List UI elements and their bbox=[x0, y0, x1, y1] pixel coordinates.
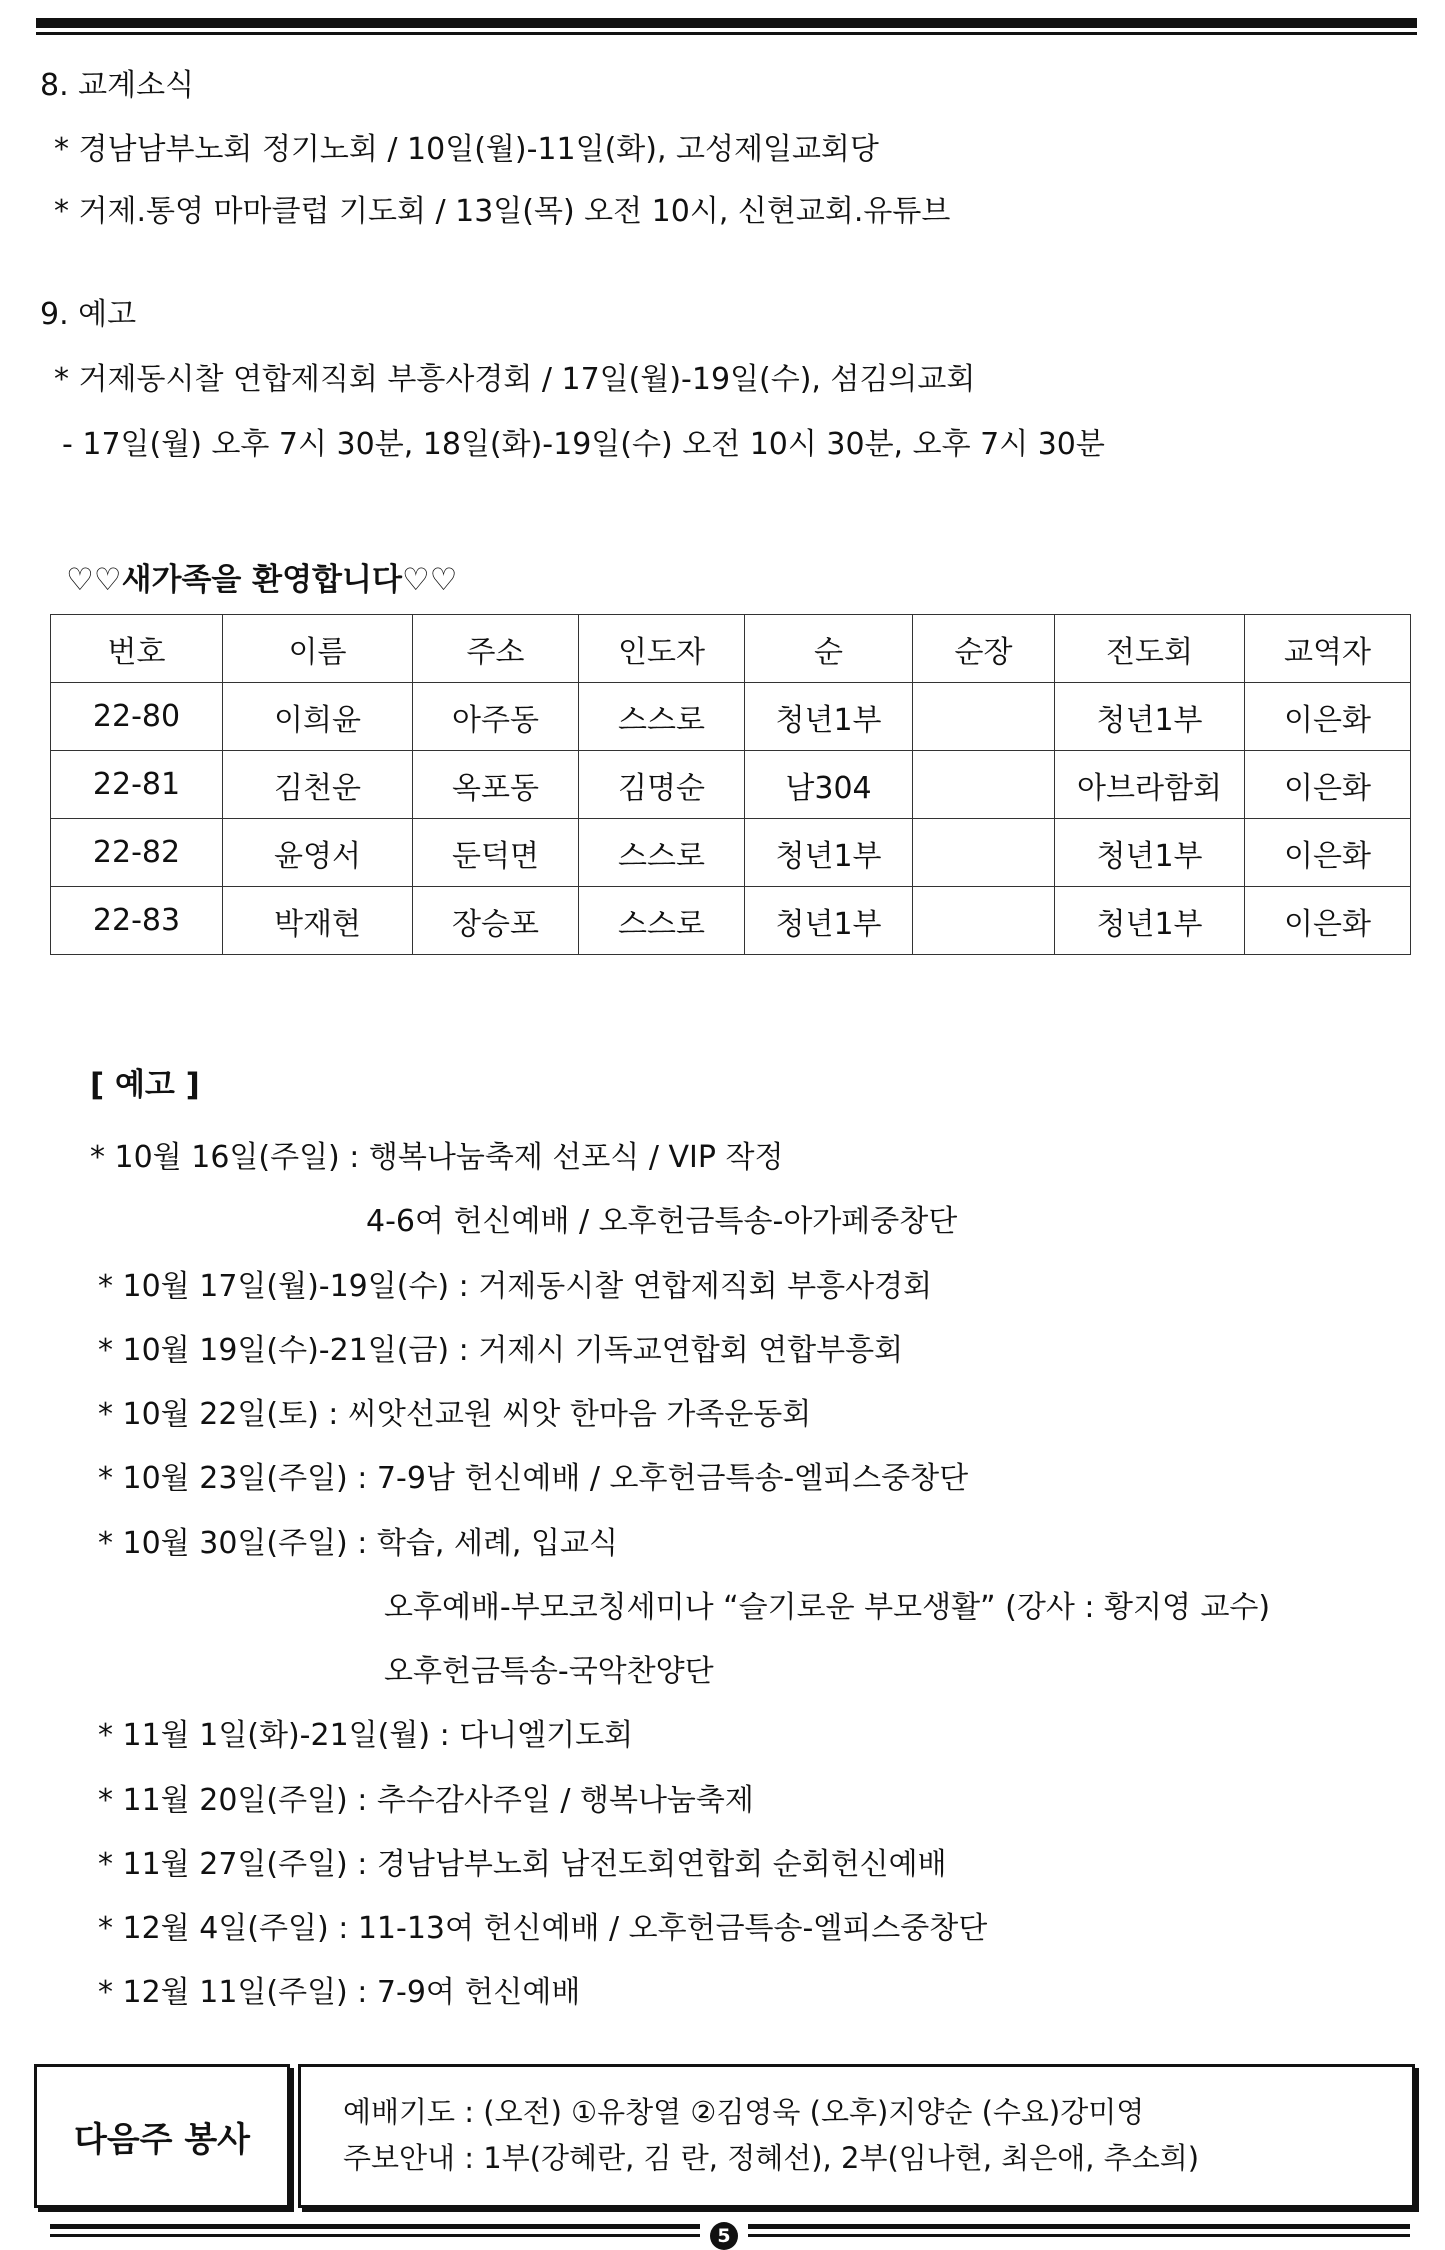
table-cell: 스스로 bbox=[579, 683, 745, 751]
table-cell bbox=[913, 887, 1055, 955]
preview-line: * 10월 16일(주일) : 행복나눔축제 선포식 / VIP 작정 bbox=[90, 1140, 784, 1175]
preview-title: [ 예고 ] bbox=[90, 1067, 200, 1103]
next-week-service-label-box bbox=[34, 2064, 290, 2208]
table-cell: 아주동 bbox=[413, 683, 579, 751]
table-row bbox=[51, 819, 1411, 887]
table-cell: 스스로 bbox=[579, 887, 745, 955]
preview-line: * 10월 23일(주일) : 7-9남 헌신예배 / 오후헌금특송-엘피스중창단 bbox=[98, 1461, 969, 1496]
preview-line: * 10월 22일(토) : 씨앗선교원 씨앗 한마음 가족운동회 bbox=[98, 1397, 812, 1432]
table-row bbox=[51, 683, 1411, 751]
table-cell: 이은화 bbox=[1245, 887, 1411, 955]
table-cell: 옥포동 bbox=[413, 751, 579, 819]
table-cell: 청년1부 bbox=[1055, 887, 1245, 955]
page-number: 5 bbox=[710, 2222, 738, 2250]
section-9-item: - 17일(월) 오후 7시 30분, 18일(화)-19일(수) 오전 10시 30분, 오후 7시 30분 bbox=[62, 427, 1105, 462]
welcome-title: ♡♡새가족을 환영합니다♡♡ bbox=[66, 562, 458, 598]
table-cell: 청년1부 bbox=[745, 819, 913, 887]
preview-line: * 12월 4일(주일) : 11-13여 헌신예배 / 오후헌금특송-엘피스중창단 bbox=[98, 1911, 988, 1946]
bottom-rule-left-thin bbox=[50, 2234, 700, 2237]
preview-line: 오후헌금특송-국악찬양단 bbox=[384, 1654, 714, 1689]
next-week-service-box bbox=[298, 2064, 1415, 2208]
table-cell: 청년1부 bbox=[1055, 683, 1245, 751]
table-cell: 남304 bbox=[745, 751, 913, 819]
top-rule-thin bbox=[36, 32, 1417, 35]
section-8-item: * 거제.통영 마마클럽 기도회 / 13일(목) 오전 10시, 신현교회.유튜브 bbox=[54, 194, 951, 229]
table-cell: 이은화 bbox=[1245, 819, 1411, 887]
column-header: 주소 bbox=[413, 615, 579, 683]
table-cell bbox=[913, 683, 1055, 751]
preview-line: * 12월 11일(주일) : 7-9여 헌신예배 bbox=[98, 1975, 581, 2010]
table-cell: 스스로 bbox=[579, 819, 745, 887]
column-header: 순 bbox=[745, 615, 913, 683]
column-header: 이름 bbox=[223, 615, 413, 683]
prayer-line: 예배기도 : (오전) ①유창열 ②김영욱 (오후)지양순 (수요)강미영 bbox=[343, 2095, 1145, 2129]
table-cell: 아브라함회 bbox=[1055, 751, 1245, 819]
table-row bbox=[51, 887, 1411, 955]
table-cell bbox=[913, 751, 1055, 819]
table-cell: 청년1부 bbox=[745, 683, 913, 751]
preview-line: * 11월 27일(주일) : 경남남부노회 남전도회연합회 순회헌신예배 bbox=[98, 1847, 947, 1882]
section-8-item: * 경남남부노회 정기노회 / 10일(월)-11일(화), 고성제일교회당 bbox=[54, 132, 879, 167]
bottom-rule-right bbox=[748, 2224, 1410, 2229]
table-cell: 22-81 bbox=[51, 751, 223, 819]
table-cell: 청년1부 bbox=[1055, 819, 1245, 887]
table-cell: 이은화 bbox=[1245, 683, 1411, 751]
column-header: 교역자 bbox=[1245, 615, 1411, 683]
bulletin-guide-line: 주보안내 : 1부(강혜란, 김 란, 정혜선), 2부(임나현, 최은애, 추소희) bbox=[343, 2141, 1200, 2175]
next-week-service-label: 다음주 봉사 bbox=[73, 2119, 251, 2160]
table-cell bbox=[913, 819, 1055, 887]
table-cell: 22-82 bbox=[51, 819, 223, 887]
table-cell: 김명순 bbox=[579, 751, 745, 819]
preview-line: * 10월 30일(주일) : 학습, 세례, 입교식 bbox=[98, 1526, 618, 1561]
table-cell: 둔덕면 bbox=[413, 819, 579, 887]
top-rule-thick bbox=[36, 18, 1417, 28]
preview-line: * 10월 17일(월)-19일(수) : 거제동시찰 연합제직회 부흥사경회 bbox=[98, 1269, 933, 1304]
column-header: 번호 bbox=[51, 615, 223, 683]
table-cell: 김천운 bbox=[223, 751, 413, 819]
table-cell: 22-83 bbox=[51, 887, 223, 955]
table-cell: 윤영서 bbox=[223, 819, 413, 887]
table-cell: 이희윤 bbox=[223, 683, 413, 751]
section-9-item: * 거제동시찰 연합제직회 부흥사경회 / 17일(월)-19일(수), 섬김의교회 bbox=[54, 362, 976, 397]
new-member-table bbox=[50, 614, 1411, 955]
section-8-title: 8. 교계소식 bbox=[40, 68, 195, 103]
preview-line: * 10월 19일(수)-21일(금) : 거제시 기독교연합회 연합부흥회 bbox=[98, 1333, 904, 1368]
table-cell: 박재현 bbox=[223, 887, 413, 955]
column-header: 인도자 bbox=[579, 615, 745, 683]
table-cell: 22-80 bbox=[51, 683, 223, 751]
bottom-rule-right-thin bbox=[748, 2234, 1410, 2237]
preview-line: 4-6여 헌신예배 / 오후헌금특송-아가페중창단 bbox=[366, 1204, 958, 1239]
table-cell: 청년1부 bbox=[745, 887, 913, 955]
preview-line: * 11월 20일(주일) : 추수감사주일 / 행복나눔축제 bbox=[98, 1783, 754, 1818]
table-cell: 장승포 bbox=[413, 887, 579, 955]
table-header-row bbox=[51, 615, 1411, 683]
table-row bbox=[51, 751, 1411, 819]
column-header: 전도회 bbox=[1055, 615, 1245, 683]
section-9-title: 9. 예고 bbox=[40, 297, 137, 332]
bottom-rule-left bbox=[50, 2224, 700, 2229]
preview-line: * 11월 1일(화)-21일(월) : 다니엘기도회 bbox=[98, 1718, 634, 1753]
column-header: 순장 bbox=[913, 615, 1055, 683]
table-cell: 이은화 bbox=[1245, 751, 1411, 819]
preview-line: 오후예배-부모코칭세미나 “슬기로운 부모생활” (강사 : 황지영 교수) bbox=[384, 1590, 1271, 1625]
